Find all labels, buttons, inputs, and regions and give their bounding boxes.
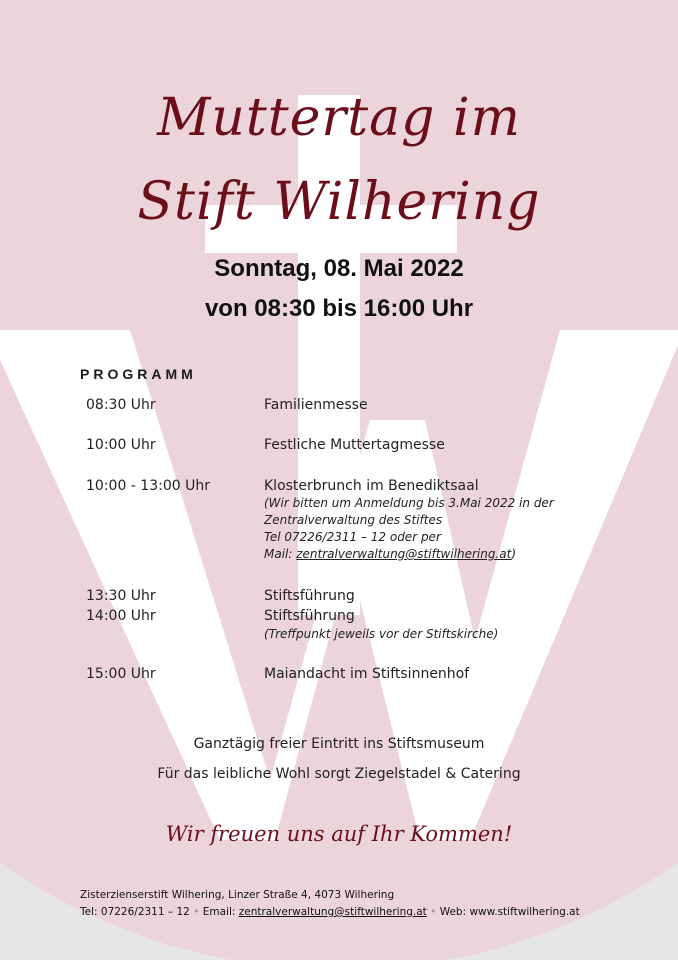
title-line-2: Stift Wilhering <box>137 172 541 232</box>
program-time-4: 13:30 Uhr <box>86 588 156 604</box>
footer-email-link[interactable]: zentralverwaltung@stiftwilhering.at <box>238 906 427 918</box>
brunch-note-line-3: Tel 07226/2311 – 12 oder per <box>264 530 441 544</box>
event-date: Sonntag, 08. Mai 2022 <box>214 255 464 282</box>
program-time-1: 08:30 Uhr <box>86 397 156 413</box>
footer-separator-2: • <box>430 906 437 918</box>
program-time-6: 15:00 Uhr <box>86 666 156 682</box>
program-event-1: Familienmesse <box>264 397 368 413</box>
program-event-3: Klosterbrunch im Benediktsaal <box>264 478 479 494</box>
brunch-note-line-2: Zentralverwaltung des Stiftes <box>264 513 443 527</box>
title-line-1: Muttertag im <box>157 88 521 148</box>
closing-text: Wir freuen uns auf Ihr Kommen! <box>165 822 513 846</box>
program-event-5: Stiftsführung <box>264 608 355 624</box>
program-time-3: 10:00 - 13:00 Uhr <box>86 478 210 494</box>
info-museum: Ganztägig freier Eintritt ins Stiftsmuseum <box>193 736 485 752</box>
program-time-5: 14:00 Uhr <box>86 608 156 624</box>
program-event-2: Festliche Muttertagmesse <box>264 437 445 453</box>
footer-separator-1: • <box>193 906 200 918</box>
footer-contact: Tel: 07226/2311 – 12 • Email: zentralverwaltung@stiftwilhering.at • Web: www.stiftwilhering.at <box>80 906 580 918</box>
program-time-2: 10:00 Uhr <box>86 437 156 453</box>
brunch-note-line-1: (Wir bitten um Anmeldung bis 3.Mai 2022 in der <box>264 496 554 510</box>
tour-note: (Treffpunkt jeweils vor der Stiftskirche) <box>264 627 499 641</box>
brunch-note-mail: Mail: zentralverwaltung@stiftwilhering.at) <box>264 547 517 561</box>
brunch-mail-link[interactable]: zentralverwaltung@stiftwilhering.at <box>296 547 512 561</box>
program-heading: PROGRAMM <box>80 366 197 382</box>
info-catering: Für das leibliche Wohl sorgt Ziegelstadel & Catering <box>157 766 521 782</box>
program-event-6: Maiandacht im Stiftsinnenhof <box>264 666 470 682</box>
footer-address: Zisterzienserstift Wilhering, Linzer Straße 4, 4073 Wilhering <box>80 889 395 901</box>
program-event-4: Stiftsführung <box>264 588 355 604</box>
event-hours: von 08:30 bis 16:00 Uhr <box>204 295 474 322</box>
footer-web: Web: www.stiftwilhering.at <box>439 906 580 918</box>
footer-tel: Tel: 07226/2311 – 12 <box>80 906 190 918</box>
